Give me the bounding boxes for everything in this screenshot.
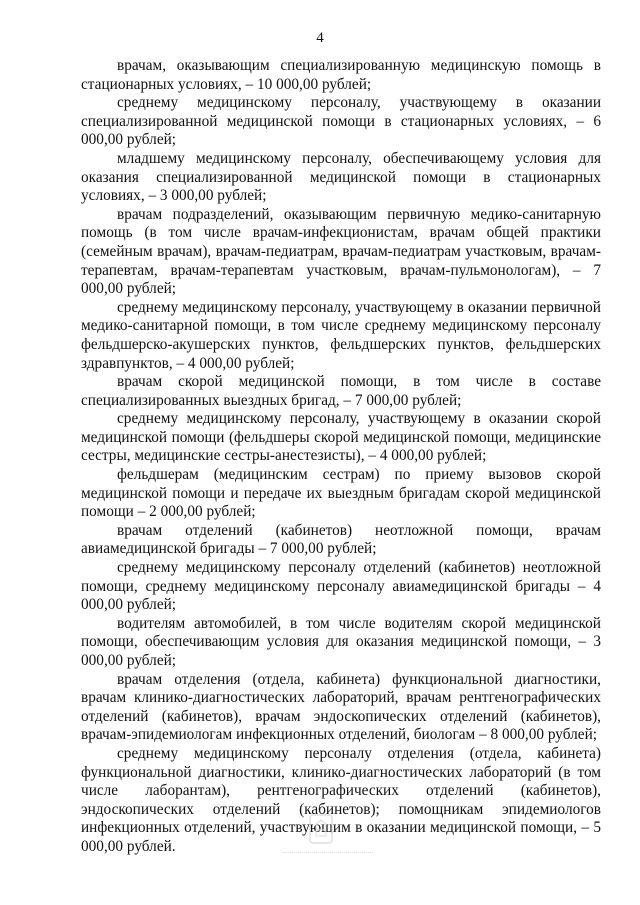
paragraph-nurses-urgent-care: среднему медицинскому персоналу отделений (кабинетов) неотложной помощи, среднему медицинскому персоналу авиамедицинской бригады – 4 000,00 рублей; (81, 559, 601, 614)
faint-stamp-icon (307, 812, 335, 846)
paragraph-physicians-ambulance: врачам скорой медицинской помощи, в том числе в составе специализированных выездных бригад, – 7 000,00 рублей; (81, 373, 601, 409)
paragraph-nurses-primary-care: среднему медицинскому персоналу, участвующему в оказании первичной медико-санитарной помощи, в том числе среднему медицинскому персоналу фельдшерско-акушерских пунктов, фельдшерских пунктов, фельдшерских здравпунктов, – 4 000,00 рублей; (81, 298, 601, 372)
faint-stamp-line (283, 852, 373, 855)
paragraph-nurses-diagnostics: среднему медицинскому персоналу отделения (отдела, кабинета) функциональной диагностики, клинико-диагностических лабораторий (в том числе лаборантам), рентгенографических отделений (кабинетов), эндоскопических отделений (кабинетов); помощникам эпидемиологов инфекционных отделений, участвующим в оказании медицинской помощи, – 5 000,00 рублей. (81, 744, 601, 855)
paragraph-drivers: водителям автомобилей, в том числе водителям скорой медицинской помощи, обеспечивающим условия для оказания медицинской помощи, – 3 000,00 рублей; (81, 614, 601, 669)
paragraph-dispatch-paramedics: фельдшерам (медицинским сестрам) по приему вызовов скорой медицинской помощи и передаче их выездным бригадам скорой медицинской помощи – 2 000,00 рублей; (81, 466, 601, 521)
paragraph-physicians-primary-care: врачам подразделений, оказывающим первичную медико-санитарную помощь (в том числе врачам-инфекционистам, врачам общей практики (семейным врачам), врачам-педиатрам, врачам-педиатрам участковым, врачам-терапевтам, врачам-терапевтам участковым, врачам-пульмонологам), – 7 000,00 рублей; (81, 205, 601, 298)
paragraph-nurses-inpatient: среднему медицинскому персоналу, участвующему в оказании специализированной медицинской помощи в стационарных условиях, – 6 000,00 рублей; (81, 94, 601, 149)
page-number: 4 (316, 30, 324, 46)
document-body (81, 57, 601, 857)
paragraph-nurses-ambulance: среднему медицинскому персоналу, участвующему в оказании скорой медицинской помощи (фельдшеры скорой медицинской помощи, медицинские сестры, медицинские сестры-анестезисты), – 4 000,00 рублей; (81, 410, 601, 465)
paragraph-physicians-diagnostics: врачам отделения (отдела, кабинета) функциональной диагностики, врачам клинико-диагностических лабораторий, врачам рентгенографических отделений (кабинетов), врачам эндоскопических отделений (кабинетов), врачам-эпидемиологам инфекционных отделений, биологам – 8 000,00 рублей; (81, 670, 601, 744)
paragraph-physicians-inpatient: врачам, оказывающим специализированную медицинскую помощь в стационарных условиях, – 10 000,00 рублей; (81, 57, 601, 93)
paragraph-junior-staff-inpatient: младшему медицинскому персоналу, обеспечивающему условия для оказания специализированной медицинской помощи в стационарных условиях, – 3 000,00 рублей; (81, 149, 601, 205)
paragraph-physicians-urgent-care: врачам отделений (кабинетов) неотложной помощи, врачам авиамедицинской бригады – 7 000,00 рублей; (81, 521, 601, 558)
